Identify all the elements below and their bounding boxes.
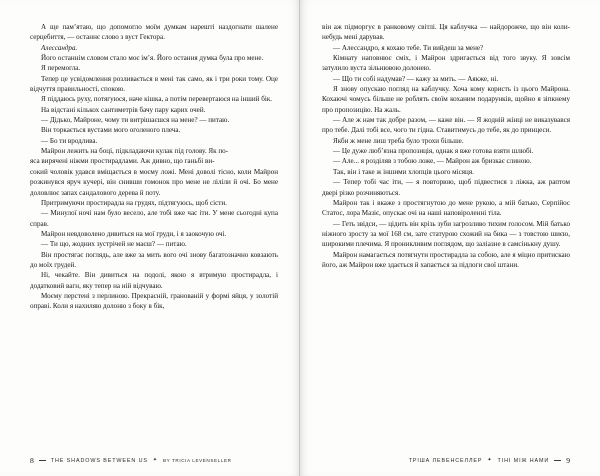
- paragraph: сокий чоловік удався вміщається в моєму ложі. Мені доволі тісно, коли Майрон розкинувся яруч кучері, він снивши гомонок про мене не ліліли й очі. Бо мене доловлює запах сандалового дерева й поту.: [30, 167, 278, 197]
- paragraph: — Алессандро, я кохаю тебе. Ти вийдеш за мене?: [333, 43, 484, 52]
- right-page: [300, 0, 600, 476]
- paragraph: Майрон так і вкаже з простягнутою до мене рукою, а мій батько, Серпійос Статос, лора Мазіє, опускає очі на наші наповіроленні тіла.: [322, 198, 570, 218]
- paragraph: Я перемогла.: [41, 64, 81, 73]
- paragraph: він аж підморгує в ранковому світлі. Ця каблучка — найдорожче, що він коли-небудь мені дарував.: [322, 23, 570, 42]
- book-author-en: BY TRICIA LEVENSELLER: [162, 458, 232, 463]
- paragraph: — Тепер тобі час іти, — я повторюю, щоб підвестися з ліжка, аж раптом двері різко розчиняються.: [322, 178, 570, 197]
- paragraph: Майрон лежить на боці, підкладаючи кулак під голову. Як по-: [41, 147, 229, 156]
- right-page-footer: [409, 456, 570, 465]
- paragraph: — Минулої ночі нам було весело, але тобі вже час іти. У мене сьогодні купа справ.: [30, 209, 278, 228]
- paragraph: Моєму перстені з перлиною. Прекрасній, гранованій у формі яйця, у золотій оправі. Коли я нахиляю долоню з боку в бік,: [30, 291, 278, 311]
- paragraph: Кімнату наповнює сміх, і Майрон здригається від того звуку. Я зовсім затулило вуста зільнювою долонею.: [322, 54, 570, 73]
- paragraph: А ще пам’ятаю, що допомогло моїм думкам нарешті наздогнати шалене серцебиття, — останнє слово з вуст Гектора.: [30, 23, 278, 42]
- paragraph: яса вирячені ніжми простирадлами. Аж дивно, що ганьбі ви-: [30, 157, 215, 166]
- paragraph: Майрон невдоволено дивиться на мої груди, і я заокочую очі.: [41, 229, 227, 238]
- paragraph: Майрон намагається потягнути простирадла за собою, але я міцно притискаю його, аж Майрон вже здається й хапається за підлоги свої штани.: [322, 250, 570, 269]
- paragraph: Якби ж мене лиш треба було трохи більше.: [333, 136, 464, 145]
- paragraph-italic: Алессандра.: [41, 43, 78, 52]
- paragraph: — Бо ти вродлива.: [41, 136, 98, 145]
- book-title-uk: ТІНІ МІЖ НАМИ: [497, 457, 550, 464]
- paragraph: Ні, чекайте. Він дивиться на подолі, якою я втримую простирадла, і додатковий вагн, яку тепер на ній відчуваю.: [30, 271, 278, 290]
- left-page-text-column: [30, 22, 278, 312]
- page-number-left: 8: [30, 456, 34, 465]
- footer-rule-icon: [554, 460, 561, 461]
- book-title-en: THE SHADOWS BETWEEN US: [50, 457, 148, 464]
- paragraph: Притримуючи простирадла на грудях, підтягуюсь, щоб сісти.: [41, 198, 227, 207]
- paragraph: — Геть звідси, — цідить він крізь зуби загрозливо тихим голосом. Мій батько ніжного зросту за мої 168 см, зате статурою схожий на бика — з товстою шиєю, широкими плечима. Я проникливим поглядом, що заліазне в самсінькну душу.: [322, 219, 570, 249]
- paragraph: Його останнім словом стало моє ім’я. Його остання думка була про мене.: [41, 54, 264, 63]
- page-number-right: 9: [566, 456, 570, 465]
- paragraph: — Це дуже люб’язна пропозиція, однак я вже готова взяти шлюбі.: [333, 147, 534, 156]
- paragraph: Так, він і таке ж іншими хлопців цього місяця.: [333, 167, 474, 176]
- paragraph: Він торкається вустами мого оголеного плеча.: [41, 126, 181, 135]
- paragraph: Він простягає поглядь, але вже за мить вого очі знову багатозначно ковзають до моїх грудей.: [30, 250, 278, 269]
- paragraph: — Але... я розділяв з тобою ложе, — Майрон аж бризкає слиною.: [333, 157, 532, 166]
- paragraph: Тепер це усвідомлення розливається в мені так само, як і три роки тому. Оце відчуття правильності, спокою.: [30, 74, 278, 94]
- footer-rule-icon: [39, 460, 46, 461]
- paragraph: — Що ти собі надумав? — кажу за мить. — Аякже, ні.: [333, 74, 499, 83]
- heart-icon: ✦: [152, 457, 158, 463]
- paragraph: На відстані кількох сантиметрів бачу пару карих очей.: [41, 105, 206, 114]
- left-page-footer: [30, 456, 232, 465]
- book-author-uk: ТРІША ЛЕВЕНСЕЛЛЕР: [408, 457, 483, 464]
- paragraph: — Але ж нам так добре разом, — каже він. — Я жодній жінці не виказувався про тебе. Далі тобі все, чого ти гідна. Ставитимусь до тебе, як до принцеси.: [322, 116, 570, 135]
- paragraph: — Дідько, Майроне, чому ти витрішаєшся на мене? — питаю.: [41, 116, 230, 125]
- paragraph: — Ти що, жодних зустрічей не маєш? — питаю.: [41, 240, 187, 249]
- right-page-text-column: [322, 22, 570, 270]
- heart-icon: ✦: [487, 457, 493, 463]
- paragraph: Я піддаюсь руху, потягуюся, наче кішка, а потім перевертаюся на інший бік.: [41, 95, 273, 104]
- paragraph: Я знову опускаю погляд на каблучку. Хоча кому користь із цього Майрона. Кохаючі чомусь більше не роблять своїм коханим подарунків, щойно я зіпкнему про пропозицію. На жаль.: [322, 85, 570, 114]
